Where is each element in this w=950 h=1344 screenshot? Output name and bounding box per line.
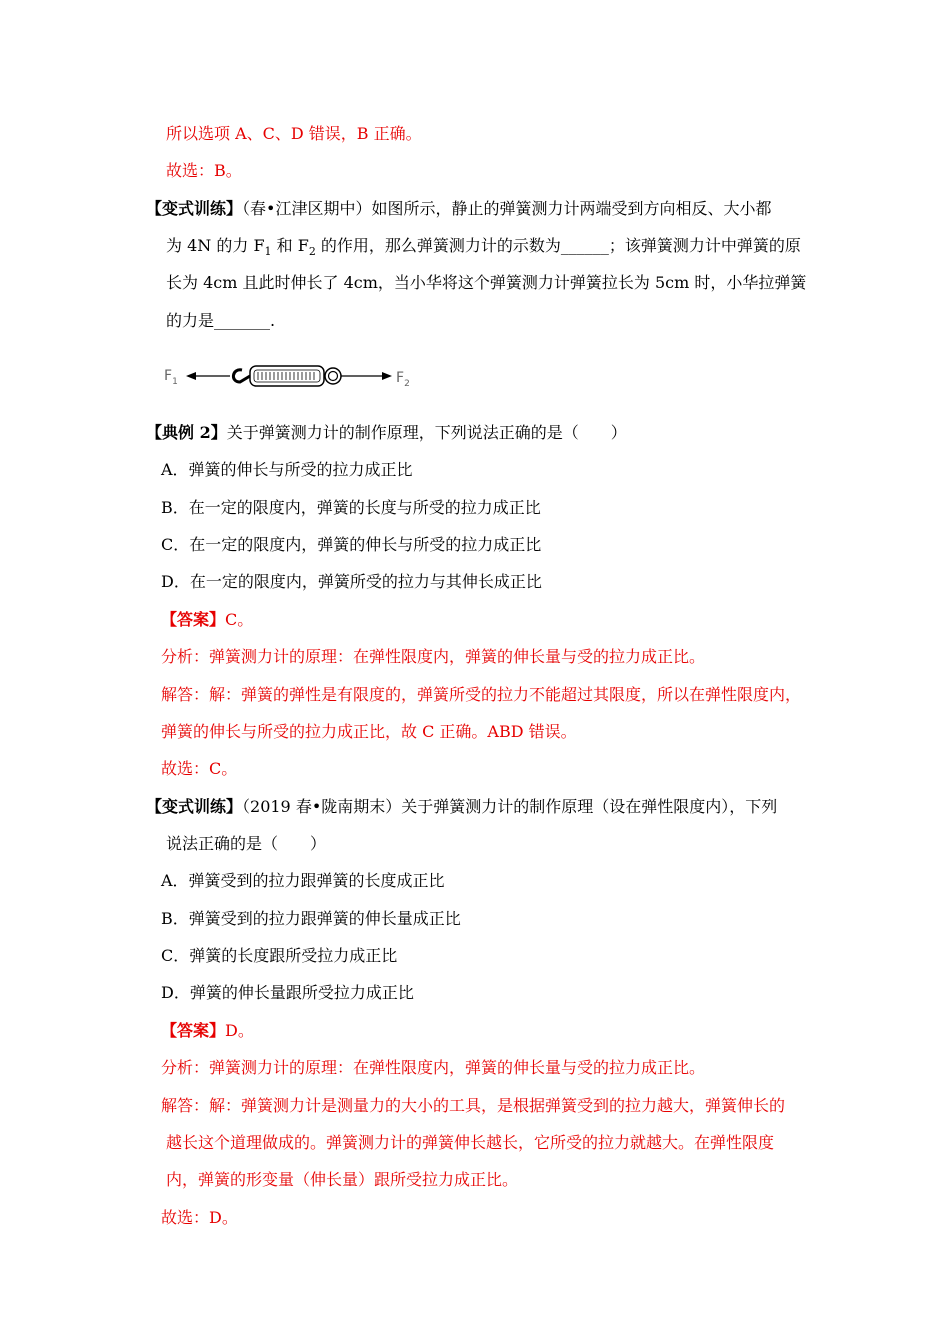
variant2-answer: 【答案】D。 <box>161 1021 254 1040</box>
variant2-option-a: A．弹簧受到的拉力跟弹簧的长度成正比 <box>161 871 445 890</box>
example2-answer: 【答案】C。 <box>161 610 254 629</box>
variant2-solution-1: 解答：解：弹簧测力计是测量力的大小的工具，是根据弹簧受到的拉力越大，弹簧伸长的 <box>161 1096 786 1115</box>
example2-choose: 故选：C。 <box>161 759 238 778</box>
ex1-conclusion: 所以选项 A、C、D 错误，B 正确。 <box>166 124 422 143</box>
spring-ticks <box>258 372 314 380</box>
variant2-tag: 【变式训练】 <box>146 797 243 816</box>
variant2-analysis: 分析：弹簧测力计的原理：在弹性限度内，弹簧的伸长量与受的拉力成正比。 <box>161 1058 706 1077</box>
f1-label: $F_1$ <box>164 368 178 387</box>
variant2-option-c: C．弹簧的长度跟所受拉力成正比 <box>161 946 398 965</box>
f2-arrow-head <box>382 372 392 380</box>
variant2-option-b: B．弹簧受到的拉力跟弹簧的伸长量成正比 <box>161 909 461 928</box>
variant2-option-d: D．弹簧的伸长量跟所受拉力成正比 <box>161 983 414 1002</box>
example2-question: 【典例 2】关于弹簧测力计的制作原理，下列说法正确的是（ ） <box>146 423 627 442</box>
variant2-solution-3: 内，弹簧的形变量（伸长量）跟所受拉力成正比。 <box>166 1170 519 1189</box>
ex1-choose: 故选：B。 <box>166 161 242 180</box>
variant2-solution-2: 越长这个道理做成的。弹簧测力计的弹簧伸长越长，它所受的拉力就越大。在弹性限度 <box>166 1133 775 1152</box>
variant2-line1: 【变式训练】（2019 春•陇南期末）关于弹簧测力计的制作原理（设在弹性限度内），下列 <box>146 797 778 816</box>
variant1-tag: 【变式训练】 <box>146 199 243 218</box>
variant2-line2: 说法正确的是（ ） <box>166 834 327 853</box>
variant1-line4: 的力是_______. <box>166 311 276 330</box>
spring-body <box>250 366 324 386</box>
variant2-choose: 故选：D。 <box>161 1208 238 1227</box>
variant1-line1: 【变式训练】（春•江津区期中）如图所示，静止的弹簧测力计两端受到方向相反、大小都 <box>146 199 772 218</box>
example2-tag: 【典例 2】 <box>146 423 227 442</box>
spring-balance-diagram <box>160 358 420 394</box>
example2-solution-1: 解答：解：弹簧的弹性是有限度的，弹簧所受的拉力不能超过其限度，所以在弹性限度内， <box>161 685 802 704</box>
example2-option-b: B．在一定的限度内，弹簧的长度与所受的拉力成正比 <box>161 498 541 517</box>
variant1-line3: 长为 4cm 且此时伸长了 4cm，当小华将这个弹簧测力计弹簧拉长为 5cm 时，小华拉弹簧 <box>166 273 807 292</box>
spring-balance-figure <box>160 358 420 394</box>
answer-blank-1: ______ <box>560 236 609 255</box>
example2-option-a: A．弹簧的伸长与所受的拉力成正比 <box>161 460 413 479</box>
example2-option-c: C．在一定的限度内，弹簧的伸长与所受的拉力成正比 <box>161 535 542 554</box>
variant1-line2: 为 4N 的力 $F_1$ 和 $F_2$ 的作用，那么弹簧测力计的示数为______；该弹簧测力计中弹簧的原 <box>166 236 801 259</box>
hook-icon <box>233 370 250 382</box>
example2-analysis: 分析：弹簧测力计的原理：在弹性限度内，弹簧的伸长量与受的拉力成正比。 <box>161 647 706 666</box>
ring-icon <box>325 368 341 384</box>
example2-solution-2: 弹簧的伸长与所受的拉力成正比，故 C 正确。ABD 错误。 <box>161 722 577 741</box>
example2-option-d: D．在一定的限度内，弹簧所受的拉力与其伸长成正比 <box>161 572 542 591</box>
answer-blank-2: _______ <box>214 311 271 330</box>
f1-arrow-head <box>186 372 196 380</box>
f2-label: $F_2$ <box>396 370 410 389</box>
